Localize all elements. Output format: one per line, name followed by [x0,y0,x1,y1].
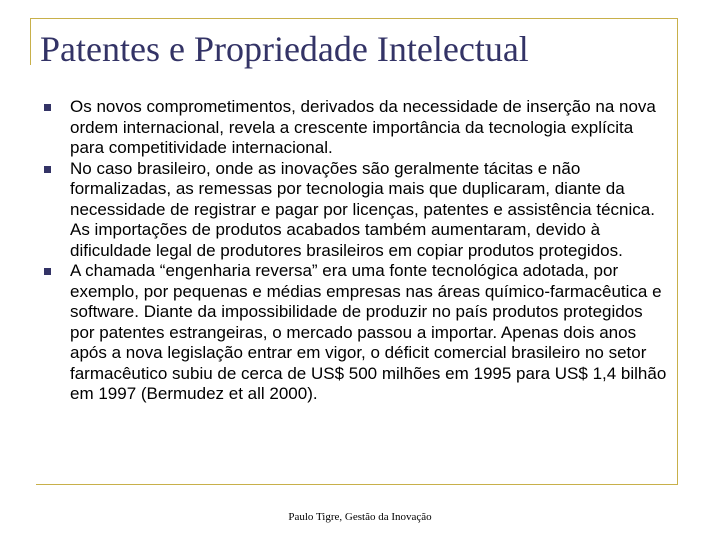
frame-bottom-line [36,484,678,485]
slide-footer: Paulo Tigre, Gestão da Inovação [288,511,432,523]
square-bullet-icon [44,268,51,275]
bullet-item [44,261,670,405]
square-bullet-icon [44,104,51,111]
bullet-text: A chamada “engenharia reversa” era uma fonte tecnológica adotada, por exemplo, por pequenas e médias empresas nas áreas químico-farmacêutica e software. Diante da impossibilidade de produzir no país produtos protegidos por patentes estrangeiras, o mercado passou a importar. Apenas dois anos após a nova legislação entrar em vigor, o déficit comercial brasileiro no setor farmacêutico subiu de cerca de US$ 500 milhões em 1995 para US$ 1,4 bilhão em 1997 (Bermudez et all 2000). [70,261,667,403]
frame-left-line [30,18,31,65]
bullet-list [44,97,670,405]
slide-title: Patentes e Propriedade Intelectual [40,29,529,69]
bullet-text: Os novos comprometimentos, derivados da necessidade de inserção na nova ordem internacional, revela a crescente importância da tecnologia explícita para competitividade internacional. [70,97,656,157]
bullet-item [44,97,670,159]
frame-right-line [677,18,678,485]
square-bullet-icon [44,166,51,173]
frame-top-line [30,18,678,19]
bullet-text: No caso brasileiro, onde as inovações são geralmente tácitas e não formalizadas, as remessas por tecnologia mais que duplicaram, diante da necessidade de registrar e pagar por licenças, patentes e assistência técnica. As importações de produtos acabados também aumentaram, devido à dificuldade legal de produtores brasileiros em copiar produtos protegidos. [70,158,655,260]
bullet-item [44,159,670,262]
